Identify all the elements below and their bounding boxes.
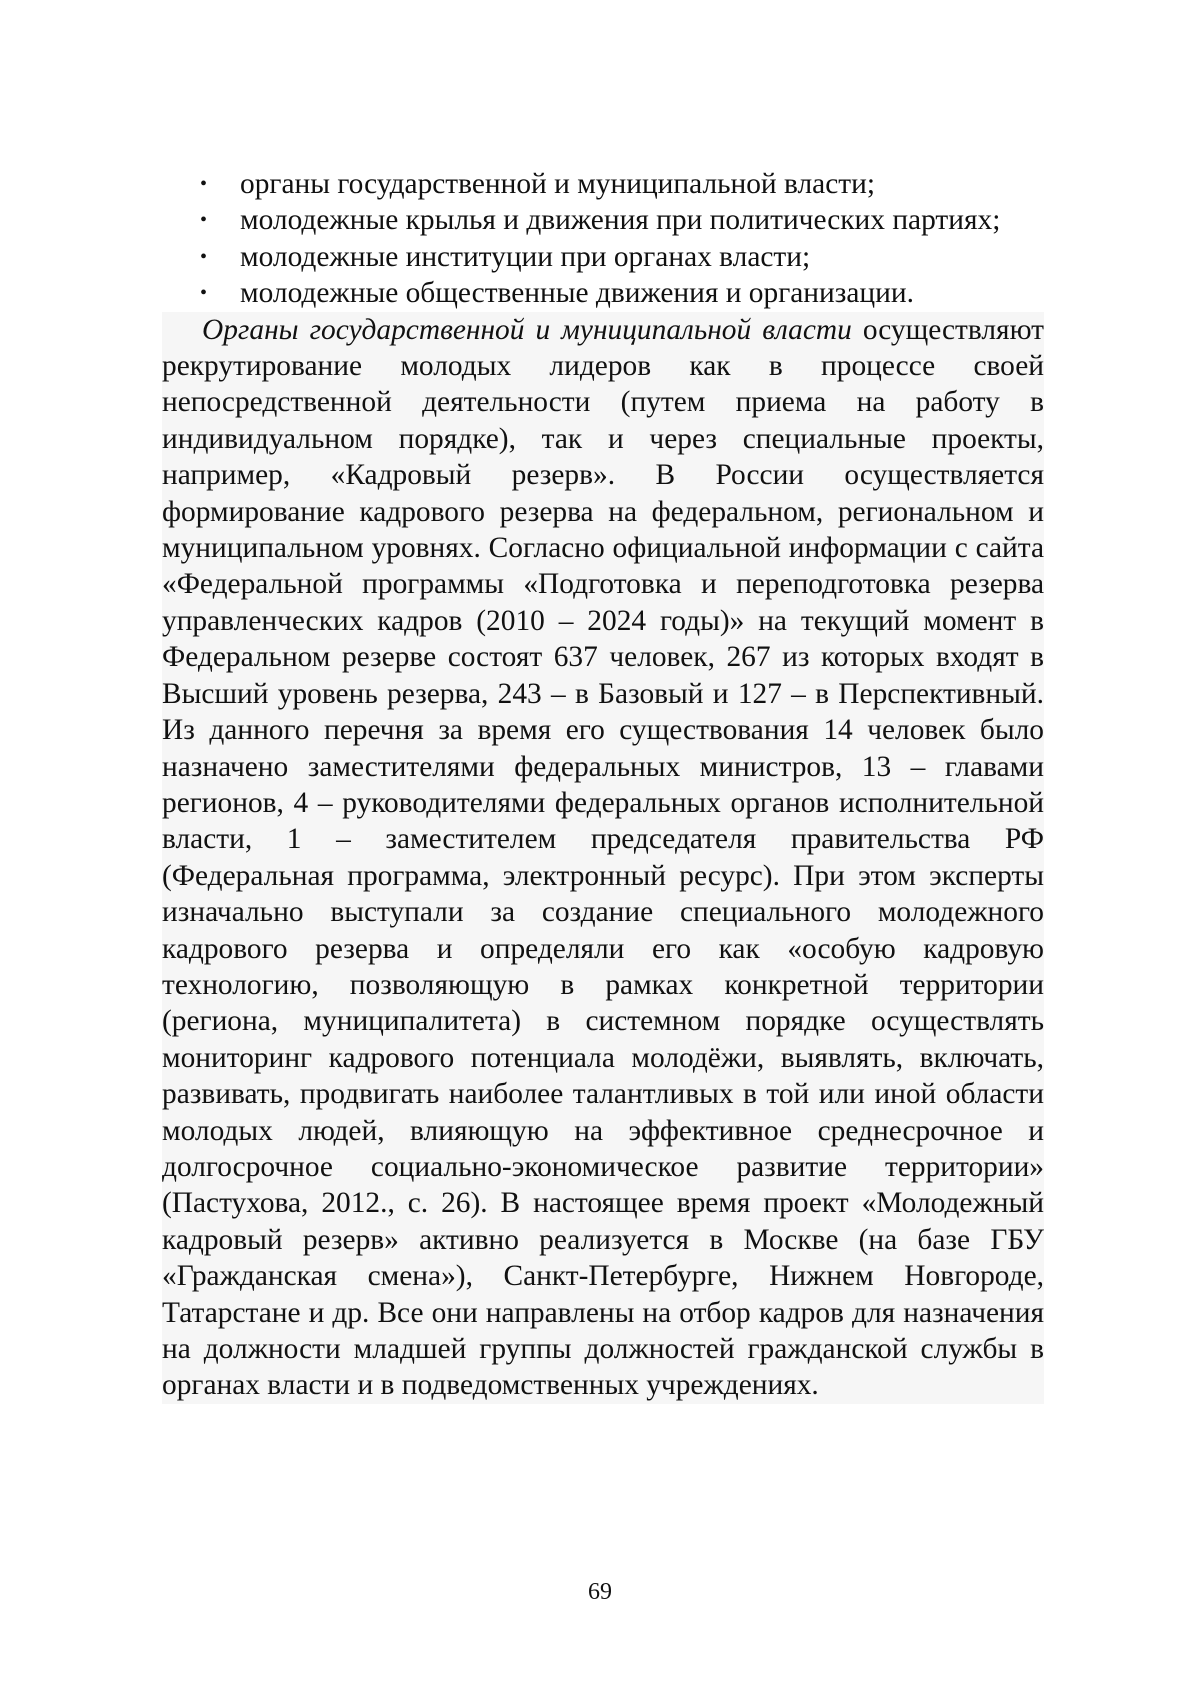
bullet-text: молодежные крылья и движения при политических партиях; (240, 204, 1001, 237)
bullet-text: молодежные институции при органах власти; (240, 240, 811, 273)
text-block (162, 166, 1044, 1404)
bullet-item (162, 166, 1044, 202)
bullet-text: органы государственной и муниципальной власти; (240, 168, 875, 200)
main-paragraph (162, 312, 1044, 1404)
bullet-icon: • (200, 173, 208, 195)
bullet-list (162, 166, 1044, 312)
bullet-item (162, 275, 1044, 311)
page-number: 69 (588, 1579, 612, 1605)
bullet-text: молодежные общественные движения и организации. (240, 277, 914, 310)
bullet-item (162, 202, 1044, 238)
bullet-icon: • (200, 245, 208, 268)
paragraph-lead-italic: Органы государственной и муниципальной власти (202, 313, 852, 346)
bullet-icon: • (200, 282, 208, 305)
paragraph-body: осуществляют рекрутирование молодых лидеров как в процессе своей непосредственной деятельности (путем приема на работу в индивидуальном порядке), так и через специальные проекты, например, «Кадровый резерв». В России осуществляется формирование кадрового резерва на федеральном, региональном и муниципальном уровнях. Согласно официальной информации с сайта «Федеральной программы «Подготовка и переподготовка резерва управленческих кадров (2010 – 2024 годы)» на текущий момент в Федеральном резерве состоят 637 человек, 267 из которых входят в Высший уровень резерва, 243 – в Базовый и 127 – в Перспективный. Из данного перечня за время его существования 14 человек было назначено заместителями федеральных министров, 13 – главами регионов, 4 – руководителями федеральных органов исполнительной власти, 1 – заместителем председателя правительства РФ (Федеральная программа, электронный ресурс). При этом эксперты изначально выступали за создание специального молодежного кадрового резерва и определяли его как «особую кадровую технологию, позволяющую в рамках конкретной территории (региона, муниципалитета) в системном порядке осуществлять мониторинг кадрового потенциала молодёжи, выявлять, включать, развивать, продвигать наиболее талантливых в той или иной области молодых людей, влияющую на эффективное среднесрочное и долгосрочное социально-экономическое развитие территории» (Пастухова, 2012., с. 26). В настоящее время проект «Молодежный кадровый резерв» активно реализуется в Москве (на базе ГБУ «Гражданская смена»), Санкт-Петербурге, Нижнем Новгороде, Татарстане и др. Все они направлены на отбор кадров для назначения на должности младшей группы должностей гражданской службы в органах власти и в подведомственных учреждениях. (162, 313, 1044, 1402)
bullet-item (162, 239, 1044, 275)
bullet-icon: • (200, 209, 208, 232)
